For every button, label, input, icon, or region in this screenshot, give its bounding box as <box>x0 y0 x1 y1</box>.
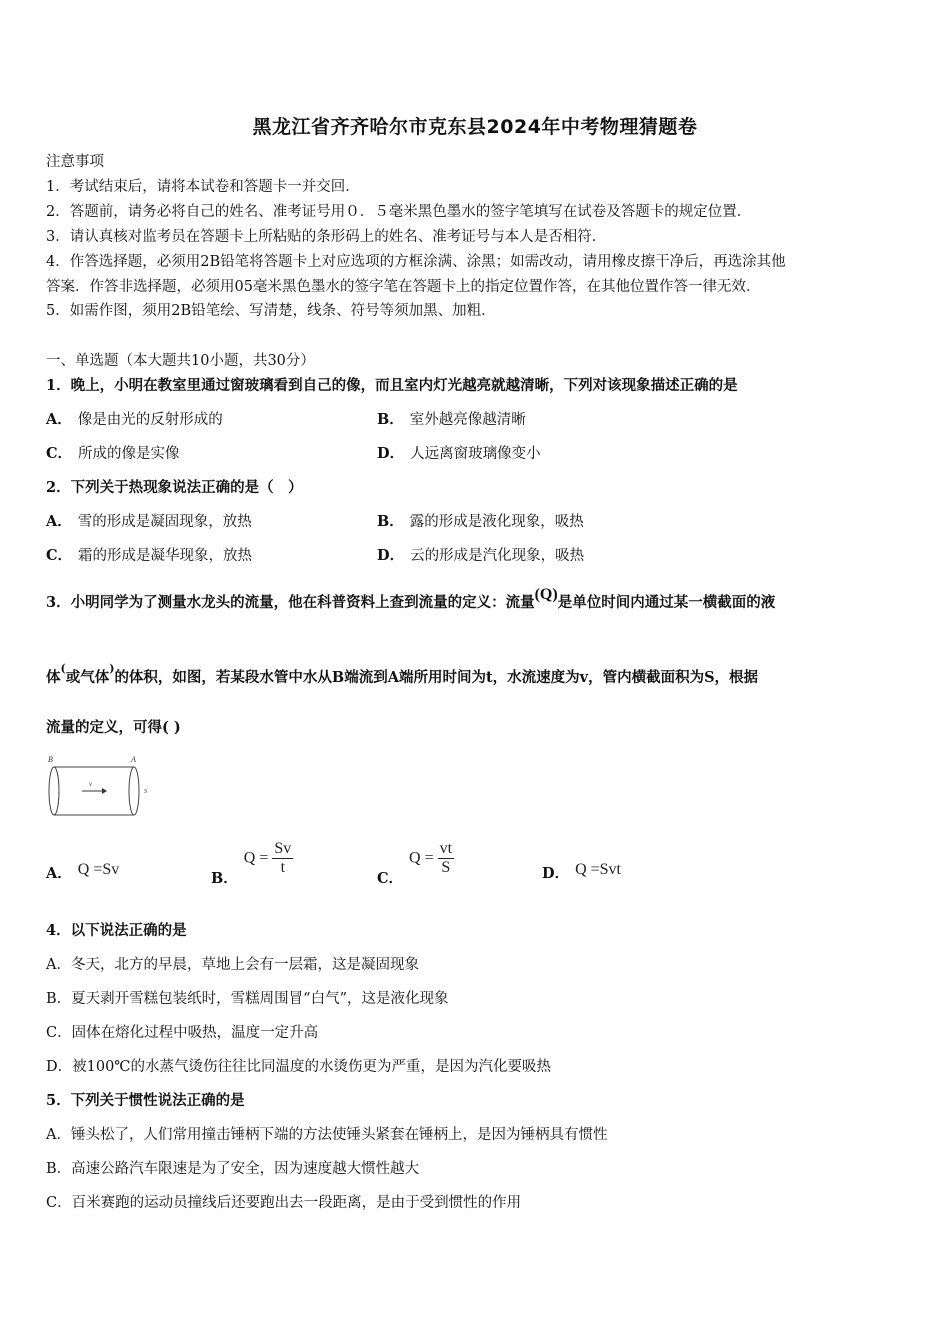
option-letter: A． <box>46 411 72 428</box>
q1-option-b[interactable] <box>377 410 526 430</box>
paren-open: ( <box>60 662 66 675</box>
question-3-stem-line1 <box>46 586 776 613</box>
q5-option-a[interactable]: A．锤头松了，人们常用撞击锤柄下端的方法使锤头紧套在锤柄上，是因为锤柄具有惯性 <box>46 1127 608 1143</box>
label-s: S <box>144 789 147 795</box>
q2-option-d[interactable] <box>377 546 584 566</box>
option-text: 像是由光的反射形成的 <box>77 412 223 428</box>
question-2-stem: 2．下列关于热现象说法正确的是（ ） <box>46 479 303 496</box>
option-text: 人远离窗玻璃像变小 <box>410 446 541 462</box>
q5-option-b[interactable]: B．高速公路汽车限速是为了安全，因为速度越大惯性越大 <box>46 1161 420 1177</box>
option-text: 室外越亮像越清晰 <box>409 412 526 428</box>
notice-heading: 注意事项 <box>46 154 104 170</box>
option-letter: B． <box>211 869 238 887</box>
q3-option-b[interactable] <box>211 840 293 887</box>
q3-option-d[interactable] <box>542 860 621 880</box>
option-text: 雪的形成是凝固现象，放热 <box>77 514 252 530</box>
formula: Q =Svt <box>575 861 621 878</box>
notice-item: 1．考试结束后，请将本试卷和答题卡一并交回． <box>46 179 360 195</box>
option-letter: A． <box>46 865 72 882</box>
question-4-stem: 4．以下说法正确的是 <box>46 922 187 939</box>
question-3-stem-line2 <box>46 662 759 689</box>
formula-lhs: Q = <box>409 849 434 867</box>
denominator: t <box>280 859 286 876</box>
question-5-stem: 5．下列关于惯性说法正确的是 <box>46 1092 245 1109</box>
q1-option-a[interactable] <box>46 410 223 430</box>
numerator: Sv <box>274 840 292 857</box>
section-heading: 一、单选题（本大题共10小题，共30分） <box>46 353 315 369</box>
option-letter: D． <box>377 445 405 462</box>
pipe-figure <box>44 753 156 819</box>
paren-close: ) <box>109 662 115 675</box>
q5-option-c[interactable]: C．百米赛跑的运动员撞线后还要跑出去一段距离，是由于受到惯性的作用 <box>46 1195 522 1211</box>
q1-option-d[interactable] <box>377 444 541 464</box>
option-text: 云的形成是汽化现象，吸热 <box>410 548 585 564</box>
page-title: 黑龙江省齐齐哈尔市克东县2024年中考物理猜题卷 <box>252 116 698 138</box>
label-a: A <box>131 755 136 764</box>
notice-item: 5．如需作图，须用2B铅笔绘、写清楚，线条、符号等须加黑、加粗． <box>46 303 496 319</box>
q2-option-a[interactable] <box>46 512 252 532</box>
option-letter: C． <box>377 869 404 887</box>
flow-arrow-head <box>102 788 107 794</box>
fraction <box>438 840 454 877</box>
notice-item: 4．作答选择题，必须用2B铅笔将答题卡上对应选项的方框涂满、涂黑；如需改动，请用橡皮擦干净后，再选涂其他 <box>46 254 786 270</box>
flow-symbol: (Q) <box>534 586 558 603</box>
option-letter: B． <box>377 513 404 530</box>
notice-item: 2．答题前，请务必将自己的姓名、准考证号用０．５毫米黑色墨水的签字笔填写在试卷及答题卡的规定位置． <box>46 204 752 220</box>
stem-text: 或气体 <box>65 669 110 686</box>
label-b: B <box>48 755 53 764</box>
label-v: v <box>89 780 93 788</box>
option-text: 所成的像是实像 <box>78 446 180 462</box>
stem-text: 体 <box>46 669 61 686</box>
q2-option-b[interactable] <box>377 512 584 532</box>
stem-text: 3．小明同学为了测量水龙头的流量，他在科普资料上查到流量的定义：流量 <box>46 594 535 611</box>
q4-option-b[interactable]: B．夏天剥开雪糕包装纸时，雪糕周围冒“白气”，这是液化现象 <box>46 991 449 1007</box>
q4-option-a[interactable]: A．冬天，北方的早晨，草地上会有一层霜，这是凝固现象 <box>46 957 419 973</box>
option-letter: B． <box>377 411 404 428</box>
notice-item: 答案．作答非选择题，必须用05毫米黑色墨水的签字笔在答题卡上的指定位置作答，在其他位置作答一律无效． <box>46 279 761 295</box>
option-text: 露的形成是液化现象，吸热 <box>409 514 584 530</box>
q1-option-c[interactable] <box>46 444 180 464</box>
stem-text: 是单位时间内通过某一横截面的液 <box>557 594 776 611</box>
stem-text: 的体积，如图，若某段水管中水从B端流到A端所用时间为t，水流速度为v，管内横截面积为S，根据 <box>114 669 759 686</box>
question-3-stem-line3: 流量的定义，可得( ) <box>46 719 181 736</box>
q4-option-c[interactable]: C．固体在熔化过程中吸热，温度一定升高 <box>46 1025 319 1041</box>
option-letter: A． <box>46 513 72 530</box>
q3-option-a[interactable] <box>46 860 119 880</box>
pipe-end-left-inner <box>54 767 59 815</box>
notice-item: 3．请认真核对监考员在答题卡上所粘贴的条形码上的姓名、准考证号与本人是否相符． <box>46 229 607 245</box>
q2-option-c[interactable] <box>46 546 252 566</box>
q3-option-c[interactable] <box>377 840 454 887</box>
denominator: S <box>441 859 451 876</box>
q4-option-d[interactable]: D．被100℃的水蒸气烫伤往往比同温度的水烫伤更为严重，是因为汽化要吸热 <box>46 1059 552 1075</box>
question-1-stem: 1．晚上，小明在教室里通过窗玻璃看到自己的像，而且室内灯光越亮就越清晰，下列对该现象描述正确的是 <box>46 377 738 394</box>
option-letter: D． <box>377 547 405 564</box>
pipe-end-right <box>129 767 139 815</box>
option-text: 霜的形成是凝华现象，放热 <box>78 548 253 564</box>
option-letter: C． <box>46 547 73 564</box>
option-letter: D． <box>542 865 570 882</box>
formula: Q =Sv <box>77 861 120 878</box>
option-letter: C． <box>46 445 73 462</box>
formula-lhs: Q = <box>243 849 269 867</box>
fraction <box>272 840 293 877</box>
numerator: vt <box>439 840 453 857</box>
